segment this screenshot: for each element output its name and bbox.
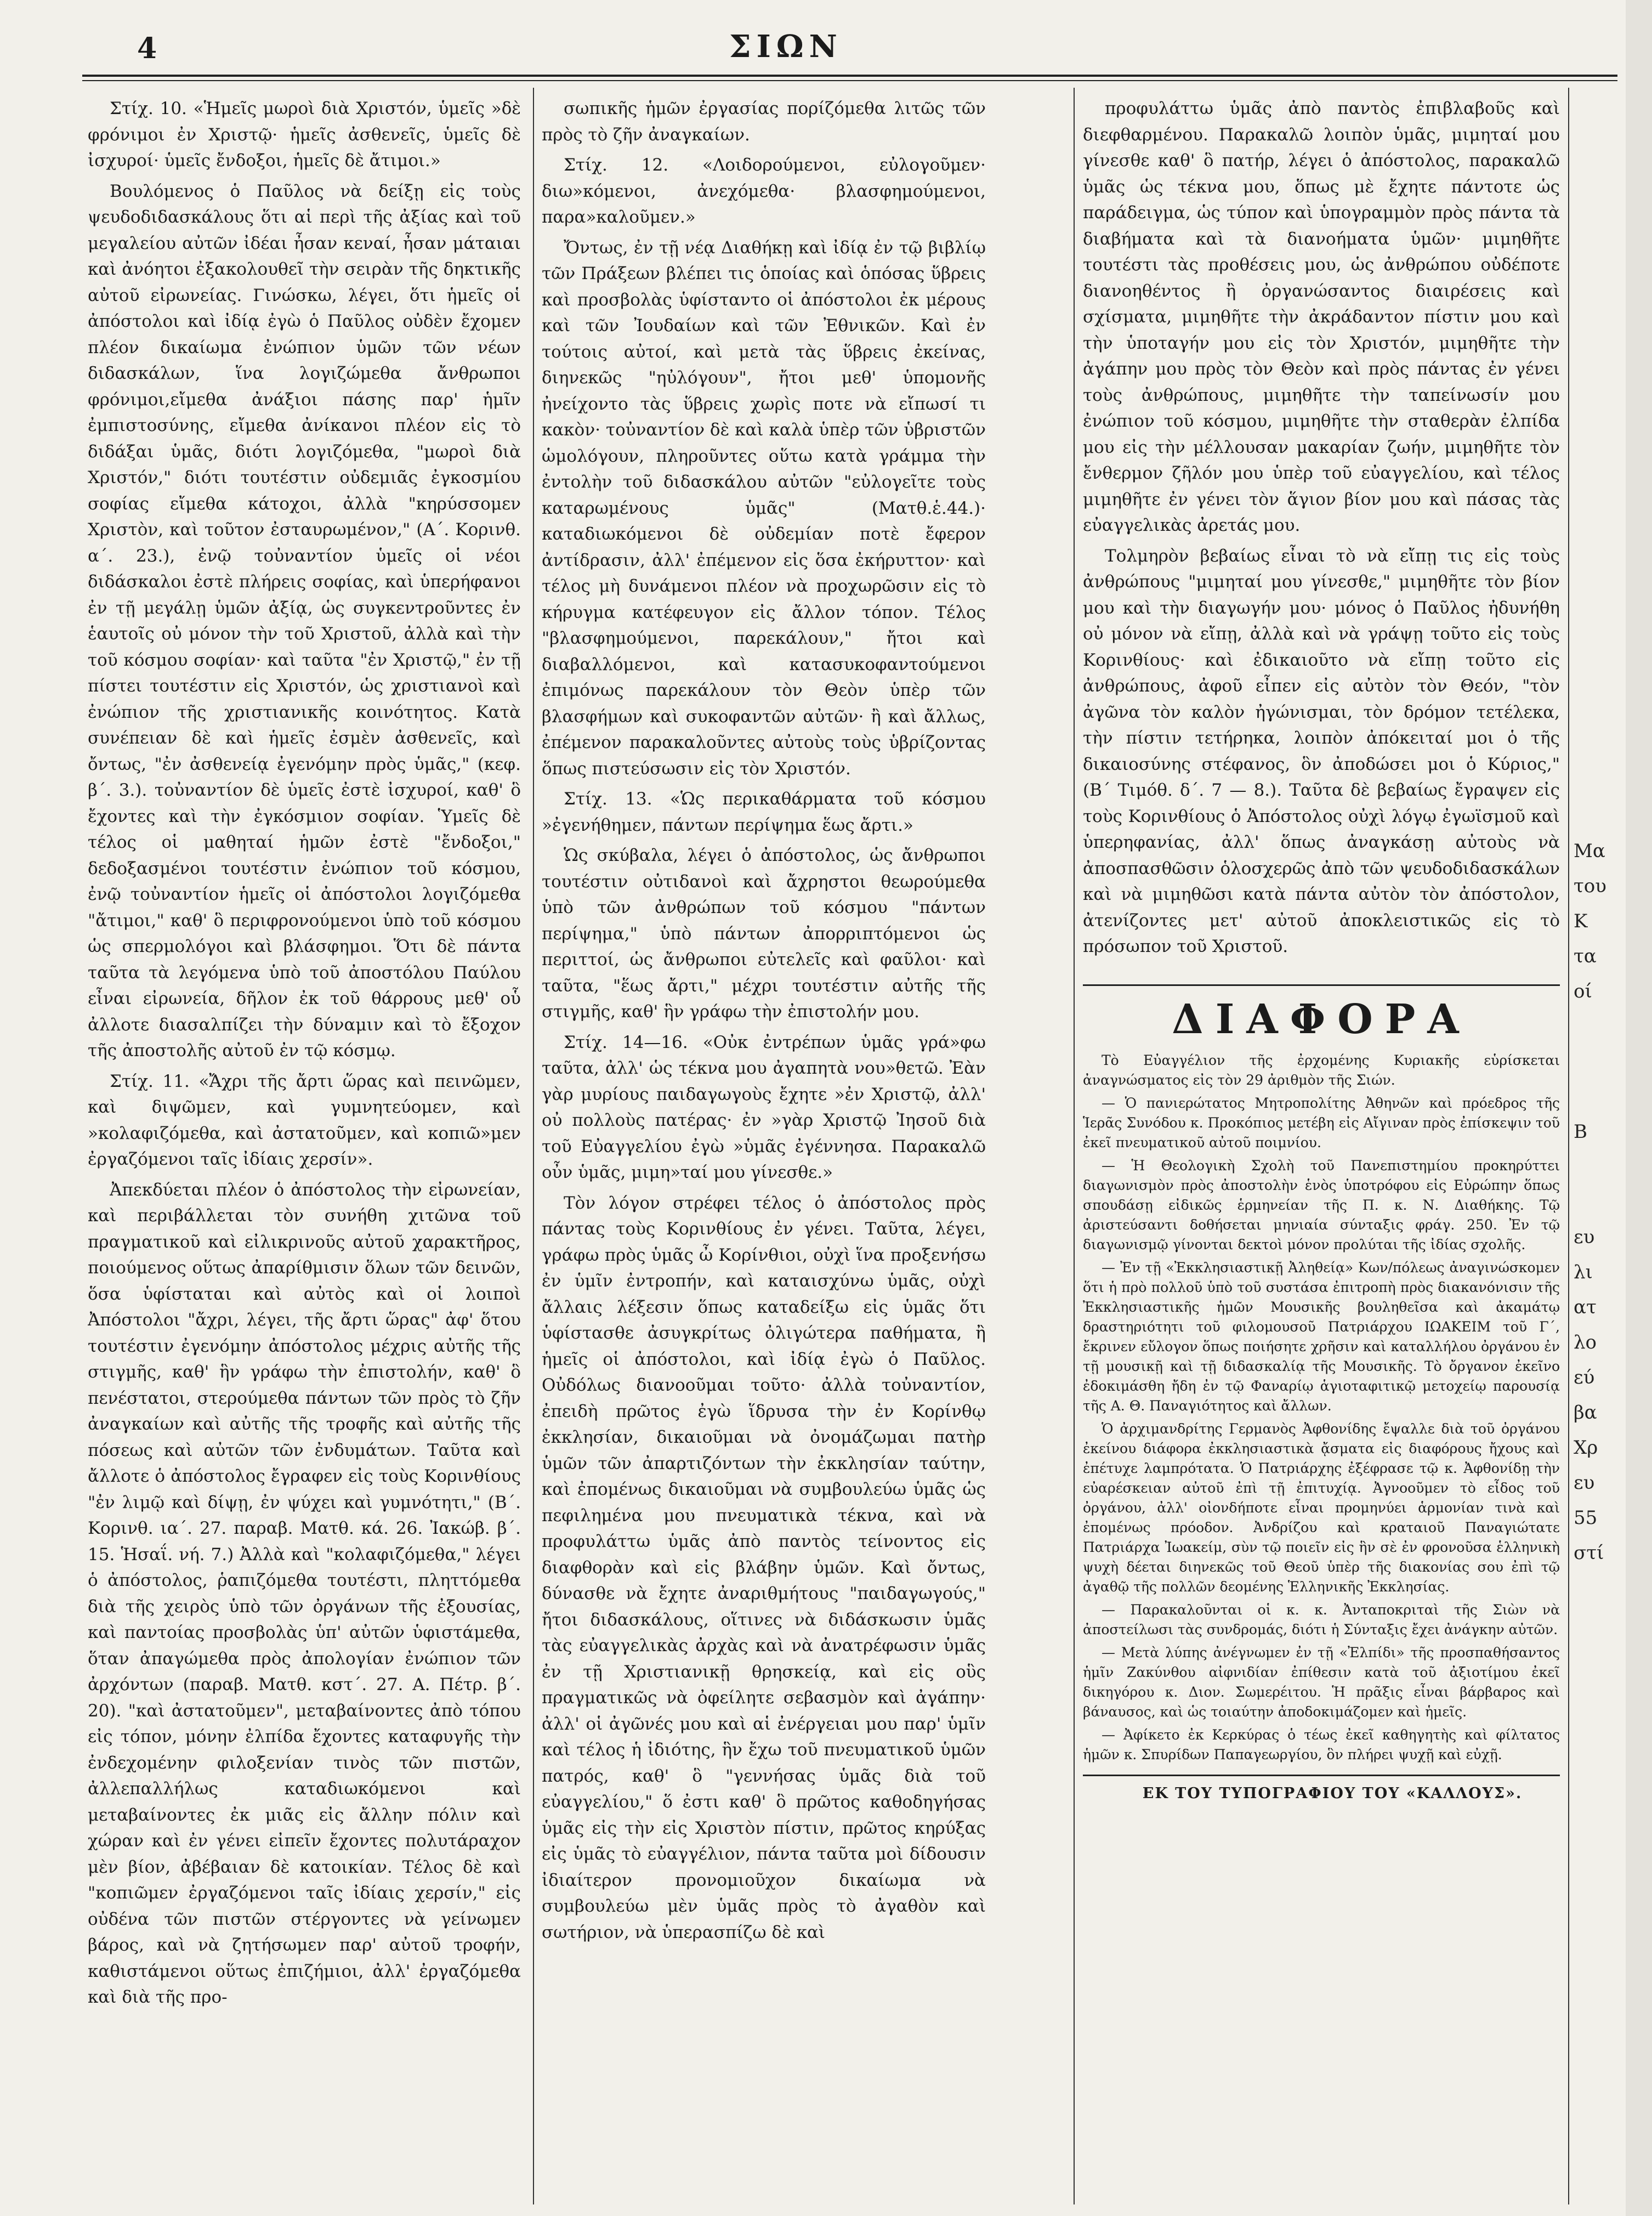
commentary-paragraph: προφυλάττω ὑμᾶς ἀπὸ παντὸς ἐπιβλαβοῦς καὶ διεφθαρμένου. Παρακαλῶ λοιπὸν ὑμᾶς, μιμηταί μου γίνεσθε καθ' ὃ πατήρ, λέγει ὁ ἀπόστολος, παρακαλῶ ὑμᾶς ὡς τέκνα μου, ὅπως μὲ ἔχητε πάντοτε ὡς παράδειγμα, ὡς τύπον καὶ ὑπογραμμὸν πρὸς πάντα τὰ διαβήματα καὶ τὰ διανοήματα ὑμῶν· μιμηθῆτε τουτέστι τὰς προθέσεις μου, ὡς ἀνθρώπου οὐδέποτε διανοηθέντος ἢ ὀργανώσαντος διαιρέσεις καὶ σχίσματα, μιμηθῆτε τὴν ἀκράδαντον πίστιν μου καὶ τὴν ὑποταγήν μου εἰς τὸν Χριστόν, μιμηθῆτε τὴν ἀγάπην μου πρὸς τὸν Θεὸν καὶ πρὸς πάντας ἐν γένει τοὺς ἀνθρώπους, μιμηθῆτε τὴν ταπείνωσίν μου ἐνώπιον τοῦ κόσμου, μιμηθῆτε τὴν σταθερὰν ἐλπίδα μου εἰς τὴν μέλλουσαν μακαρίαν ζωήν, μιμηθῆτε τὸν ἔνθερμον ζῆλόν μου ὑπὲρ τοῦ εὐαγγελίου, καὶ τέλος μιμηθῆτε ἐν γένει τὸν ἅγιον βίον μου καὶ πάσας τὰς εὐαγγελικὰς ἀρετάς μου. [1083, 99, 1560, 535]
column-divider [1568, 88, 1569, 2204]
fragment-text: οί [1574, 981, 1592, 1002]
news-item: — Ὁ πανιερώτατος Μητροπολίτης Ἀθηνῶν καὶ πρόεδρος τῆς Ἱερᾶς Συνόδου κ. Προκόπιος μετέβη εἰς Αἴγιναν πρὸς ἐπίσκεψιν τοῦ ἐκεῖ πνευματικοῦ αὐτοῦ ποιμνίου. [1083, 1095, 1560, 1150]
section-rule [1083, 984, 1560, 986]
verse-heading: Στίχ. 13. «Ὡς περικαθάρματα τοῦ κόσμου »ἐγενήθημεν, πάντων περίψημα ἕως ἄρτι.» [542, 789, 986, 835]
footer-rule [1083, 1775, 1560, 1776]
fragment-text: λο [1574, 1331, 1597, 1353]
fragment-text: βα [1574, 1402, 1597, 1424]
column-divider [533, 88, 534, 2204]
commentary-paragraph: Ὄντως, ἐν τῇ νέᾳ Διαθήκῃ καὶ ἰδίᾳ ἐν τῷ βιβλίῳ τῶν Πράξεων βλέπει τις ὁποίας καὶ ὁπόσας ὕβρεις καὶ προσβολὰς ὑφίσταντο οἱ ἀπόστολοι ἐκ μέρους καὶ τῶν Ἰουδαίων καὶ τῶν Ἐθνικῶν. Καὶ ἐν τούτοις αὐτοί, καὶ μετὰ τὰς ὕβρεις ἐκείνας, διηνεκῶς "ηὐλόγουν", ἤτοι μεθ' ὑπομονῆς ἠνείχοντο τὰς ὕβρεις χωρὶς ποτε νὰ εἴπωσί τι κακὸν· τοὐναντίον δὲ καὶ καλὰ ὑπὲρ τῶν ὑβριστῶν ὡμολόγουν, πληροῦντες οὕτω κατὰ γράμμα τὴν ἐντολὴν τοῦ διδασκάλου αὐτῶν "εὐλογεῖτε τοὺς καταρωμένους ὑμᾶς" (Ματθ.ἑ.44.)· καταδιωκόμενοι δὲ οὐδεμίαν ποτὲ ἔφερον ἀντίδρασιν, ἀλλ' ἐπέμενον εἰς ὅσα ἐκήρυττον· καὶ τέλος μὴ δυνάμενοι πλέον νὰ προχωρῶσιν εἰς τὸ κήρυγμα κατέφευγον εἰς ἄλλον τόπον. Τέλος "βλασφημούμενοι, παρεκάλουν," ἤτοι καὶ διαβαλλόμενοι, καὶ κατασυκοφαντούμενοι ἐπιμόνως παρεκάλουν τὸν Θεὸν ὑπὲρ τῶν βλασφήμων καὶ συκοφαντῶν αὐτῶν· ἢ καὶ ἄλλως, ἐπέμενον παρακαλοῦντες αὐτοὺς τοὺς ὑβρίζοντας ὅπως πιστεύσωσιν εἰς τὸν Χριστόν. [542, 237, 986, 779]
header-rule-thin [82, 80, 1617, 81]
column-divider [1074, 88, 1075, 2204]
commentary-paragraph: Τὸν λόγον στρέφει τέλος ὁ ἀπόστολος πρὸς πάντας τοὺς Κορινθίους ἐν γένει. Ταῦτα, λέγει, γράφω πρὸς ὑμᾶς ὦ Κορίνθιοι, οὐχὶ ἵνα προξενήσω ἐν ὑμῖν ἐντροπήν, καὶ καταισχύνω ὑμᾶς, οὐχὶ ἄλλαις λέξεσιν ὅπως καταδείξω εἰς ὑμᾶς ὅτι ὑφίστασθε ἀσυγκρίτως ὀλιγώτερα παθήματα, ἢ ἡμεῖς οἱ ἀπόστολοι, καὶ ἰδίᾳ ἐγὼ ὁ Παῦλος. Οὐδόλως διανοοῦμαι τοῦτο· ἀλλὰ τοὐναντίον, ἐπειδὴ πρῶτος ἐγὼ ἵδρυσα τὴν ἐν Κορίνθῳ ἐκκλησίαν, δικαιοῦμαι νὰ ὀνομάζωμαι πατὴρ ὑμῶν τῶν ἀπαρτιζόντων τὴν ἐκκλησίαν ταύτην, καὶ ἐπομένως δικαιοῦμαι νὰ συμβουλεύω ὑμᾶς ὡς πεφιλημένα μου πνευματικὰ τέκνα, καὶ νὰ προφυλάττω ὑμᾶς ἀπὸ παντὸς τείνοντος εἰς διαφθορὰν καὶ εἰς βλάβην ὑμῶν. Καὶ ὄντως, δύνασθε νὰ ἔχητε ἀναριθμήτους "παιδαγωγούς," ἤτοι διδασκάλους, οἵτινες νὰ διδάσκωσιν ὑμᾶς τὰς εὐαγγελικὰς ἀρχὰς καὶ νὰ ἀνατρέφωσιν ὑμᾶς ἐν τῇ Χριστιανικῇ θρησκείᾳ, καὶ εἰς οὓς πραγματικῶς νὰ ὀφείλητε σεβασμὸν καὶ ἀγάπην· ἀλλ' οἱ ἀγῶνές μου καὶ αἱ ἐνέργειαι μου παρ' ὑμῖν καὶ τέλος ἡ ἰδιότης, ἣν ἔχω τοῦ πνευματικοῦ ὑμῶν πατρός, καθ' ὃ "γεννήσας ὑμᾶς διὰ τοῦ εὐαγγελίου," ὅ ἐστι καθ' ὃ πρῶτος καθοδηγήσας ὑμᾶς εἰς τὴν εἰς Χριστὸν πίστιν, πρῶτος κηρύξας εἰς ὑμᾶς τὸ εὐαγγέλιον, πάντα ταῦτα μοὶ δίδουσιν ἰδιαίτερον προνομιοῦχον δικαίωμα νὰ συμβουλεύω μὲν ὑμᾶς πρὸς τὸ ἀγαθὸν καὶ σωτήριον, νὰ ὑπερασπίζω δὲ καὶ [542, 1193, 986, 1942]
fragment-text [1574, 1149, 1626, 1184]
news-items [1083, 1051, 1560, 1765]
column-2 [542, 96, 986, 2185]
news-item: — Ἡ Θεολογικὴ Σχολὴ τοῦ Πανεπιστημίου προκηρύττει διαγωνισμὸν πρὸς ἀποστολὴν ἑνὸς ὑποτρόφου εἰς Εὐρώπην ὅπως σπουδάσῃ εἰδικῶς ἑρμηνείαν τῆς Π. κ. Ν. Διαθήκης. Τῷ ἀριστεύσαντι δοθήσεται μηνιαία σύνταξις φράγ. 250. Ἐν τῷ διαγωνισμῷ γίνονται δεκτοὶ μόνον προλύται τῆς ἰδίας σχολῆς. [1083, 1157, 1560, 1252]
news-item: Τὸ Εὐαγγέλιον τῆς ἐρχομένης Κυριακῆς εὑρίσκεται ἀναγνώσματος εἰς τὸν 29 ἀριθμὸν τῆς Σιών. [1083, 1052, 1560, 1088]
fragment-text [1574, 1184, 1626, 1220]
fragment-text: Κ [1574, 910, 1588, 932]
page-number: 4 [137, 32, 157, 65]
fragment-text: τα [1574, 945, 1597, 967]
commentary-paragraph: Βουλόμενος ὁ Παῦλος νὰ δείξῃ εἰς τοὺς ψευδοδιδασκάλους ὅτι αἱ περὶ τῆς ἀξίας καὶ τοῦ μεγαλείου αὐτῶν ἰδέαι ἦσαν κεναί, ἦσαν μάταιαι καὶ ἀνόητοι ἐξακολουθεῖ τὴν σειρὰν τῆς δηκτικῆς αὐτοῦ εἰρωνείας. Γινώσκω, λέγει, ὅτι ἡμεῖς οἱ ἀπόστολοι καὶ ἰδίᾳ ἐγὼ ὁ Παῦλος οὐδὲν ἔχομεν πλέον δικαίωμα ἐνώπιον ὑμῶν τῶν νέων διδασκάλων, ἵνα λογιζώμεθα ἄνθρωποι φρόνιμοι,εἴμεθα ἀνάξιοι πάσης παρ' ἡμῖν ἐμπιστοσύνης, εἴμεθα ἀνίκανοι πλέον εἰς τὸ διδάξαι ὑμᾶς, διότι λογιζόμεθα, "μωροὶ διὰ Χριστόν," διότι τουτέστιν οὐδεμιᾶς ἐγκοσμίου σοφίας εἴμεθα κάτοχοι, ἀλλὰ "κηρύσσομεν Χριστὸν, καὶ τοῦτον ἐσταυρωμένον," (Α΄. Κορινθ. α΄. 23.), ἐνῷ τοὐναντίον ὑμεῖς οἱ νέοι διδάσκαλοι ἐστὲ πλήρεις σοφίας, καὶ ὑπερήφανοι ἐν τῇ μεγάλῃ ὑμῶν ἀξίᾳ, ὡς συγκεντροῦντες ἐν ἑαυτοῖς οὐ μόνον τὴν τοῦ Χριστοῦ, ἀλλὰ καὶ τὴν τοῦ κόσμου σοφίαν· καὶ ταῦτα "ἐν Χριστῷ," ἐν τῇ πίστει τουτέστιν εἰς Χριστόν, ὡς χριστιανοὶ καὶ ἐνώπιον τῆς χριστιανικῆς κοινότητος. Κατὰ συνέπειαν δὲ καὶ ἡμεῖς ἐσμὲν ἀσθενεῖς, καὶ ὄντως, "ἐν ἀσθενείᾳ ἐγενόμην πρὸς ὑμᾶς," (κεφ. β΄. 3.). τοὐναντίον δὲ ὑμεῖς ἐστὲ ἰσχυροί, καθ' ὃ ἔχοντες καὶ τὴν ἐγκόσμιον σοφίαν. Ὑμεῖς δὲ τέλος οἱ μαθηταί ἡμῶν ἐστὲ "ἔνδοξοι," δεδοξασμένοι τουτέστιν ἐνώπιον τοῦ κόσμου, ἐνῷ τοὐναντίον ἡμεῖς οἱ ἀπόστολοι λογιζόμεθα "ἄτιμοι," καθ' ὃ περιφρονούμενοι ὑπὸ τοῦ κόσμου ὡς σπερμολόγοι καὶ βλάσφημοι. Ὅτι δὲ πάντα ταῦτα τὰ λεγόμενα ὑπὸ τοῦ ἀποστόλου Παύλου εἶναι εἰρωνεία, δῆλον ἐκ τοῦ θάρρους μεθ' οὗ ἀλλοτε διασαλπίζει τὴν δύναμιν καὶ τὸ ἔξοχον τῆς ἀποστολῆς αὐτοῦ ἐν τῷ κόσμῳ. [88, 181, 521, 1061]
fragment-text: ευ [1574, 1472, 1595, 1494]
fragment-text: εύ [1574, 1367, 1595, 1388]
news-item: Ὁ ἀρχιμανδρίτης Γερμανὸς Ἀφθονίδης ἔψαλλε διὰ τοῦ ὀργάνου ἐκείνου διάφορα ἐκκλησιαστικὰ ᾄσματα εἰς διαφόρους ἤχους καὶ ἐπέτυχε λαμπρότατα. Ὁ Πατριάρχης ἐξέφρασε τῷ κ. Ἀφθονίδῃ τὴν εὐαρέσκειαν αὐτοῦ ἐπὶ τῇ ἐπιτυχίᾳ. Ἀγνοοῦμεν τὸ εἶδος τοῦ ὀργάνου, ἀλλ' οἰονδήποτε εἶναι προμηνύει ἁρμονίαν τινὰ καὶ ἐπομένως πρόοδον. Ἀνδρίζου καὶ κραταιοῦ Παναγιώτατε Πατριάρχα Ἰωακείμ, σὺν τῷ ποιεῖν εἰς ἣν σὲ ἐν φρονοῦσα ἑλληνικὴ ψυχὴ δέεται διηνεκῶς τοῦ Θεοῦ ὑπὲρ τῆς διακονίας σου ἐπὶ τῷ ἀγαθῷ τῆς πολλῶν δεομένης Ἑλληνικῆς Ἐκκλησίας. [1083, 1420, 1560, 1595]
commentary-paragraph: Ἀπεκδύεται πλέον ὁ ἀπόστολος τὴν εἰρωνείαν, καὶ περιβάλλεται τὸν συνήθη χιτῶνα τοῦ πραγματικοῦ καὶ εἰλικρινοῦς αὐτοῦ χαρακτῆρος, ποιούμενος οὕτως ἀπαρίθμισιν ὅλων τῶν δεινῶν, ὅσα ὑφίσταται καὶ αὐτὸς καὶ οἱ λοιποὶ Ἀπόστολοι "ἄχρι, λέγει, τῆς ἄρτι ὥρας" ἀφ' ὅτου τουτέστιν ἐγενόμην ἀπόστολος μέχρις αὐτῆς τῆς στιγμῆς, καθ' ἣν γράφω τὴν ἐπιστολήν, καθ' ὃ πενέστατοι, στερούμεθα πάντων τῶν πρὸς τὸ ζῆν ἀναγκαίων καὶ αὐτῆς τῆς τροφῆς καὶ αὐτῆς τῆς πόσεως καὶ αὐτῶν τῶν ἐνδυμάτων. Ταῦτα καὶ ἄλλοτε ὁ ἀπόστολος ἔγραφεν εἰς τοὺς Κορινθίους "ἐν λιμῷ καὶ δίψῃ, ἐν ψύχει καὶ γυμνότητι," (Β΄. Κορινθ. ια΄. 27. παραβ. Ματθ. κά. 26. Ἰακώβ. β΄. 15. Ἡσαΐ. νή. 7.) Ἀλλὰ καὶ "κολαφιζόμεθα," λέγει ὁ ἀπόστολος, ῥαπιζόμεθα τουτέστι, πληττόμεθα διὰ τῆς χειρὸς ὑπὸ τῶν ὀργάνων τῆς ἐξουσίας, καὶ παντοίας προσβολὰς ὑπ' αὐτῶν ὑφιστάμεθα, ὅταν ἀπαγώμεθα πρὸς ἀπολογίαν ἐνώπιον τῶν ἀρχόντων (παραβ. Ματθ. κστ΄. 27. Α. Πέτρ. β΄. 20). "καὶ ἀστατοῦμεν", μεταβαίνοντες ἀπὸ τόπου εἰς τόπον, μόνην ἐλπίδα ἔχοντες καταφυγῆς τὴν ἐνδεχομένην φιλοξενίαν τινὸς τῶν πιστῶν, ἀλλεπαλλήλως καταδιωκόμενοι καὶ μεταβαίνοντες ἐκ μιᾶς εἰς ἄλλην πόλιν καὶ χώραν καὶ ἐν γένει εἰπεῖν ἔχοντες πολυτάραχον μὲν βίον, ἀβέβαιαν δὲ κατοικίαν. Τέλος δὲ καὶ "κοπιῶμεν ἐργαζόμενοι ταῖς ἰδίαις χερσίν," εἰς οὐδένα τῶν πιστῶν στέργοντες νὰ γείνωμεν βάρος, καὶ νὰ ζητήσωμεν παρ' αὐτοῦ τροφήν, καθιστάμενοι οὕτως ἐπιζήμιοι, ἀλλ' ἐργαζόμεθα καὶ διὰ τῆς προ- [88, 1180, 521, 2007]
fragment-text [1574, 1044, 1626, 1079]
verse-heading: Στίχ. 11. «Ἄχρι τῆς ἄρτι ὥρας καὶ πεινῶμεν, καὶ διψῶμεν, καὶ γυμνητεύομεν, καὶ »κολαφιζόμεθα, καὶ ἀστατοῦμεν, καὶ κοπιῶ»μεν ἐργαζόμενοι ταῖς ἰδίαις χερσίν». [88, 1071, 521, 1169]
fragment-text: 55 [1574, 1507, 1598, 1529]
fragment-text: Β [1574, 1121, 1587, 1143]
fragment-text: Μα [1574, 840, 1605, 862]
news-item: — Ἀφίκετο ἐκ Κερκύρας ὁ τέως ἐκεῖ καθηγητὴς καὶ φίλτατος ἡμῶν κ. Σπυρίδων Παπαγεωργίου, ὃν πλήρει ψυχῇ καὶ εὐχῇ. [1083, 1726, 1560, 1762]
fragment-text: στί [1574, 1542, 1604, 1564]
news-item: — Μετὰ λύπης ἀνέγνωμεν ἐν τῇ «Ἐλπίδι» τῆς προσπαθήσαντος ἡμῖν Ζακύνθου αἰφνιδίαν ἐπίθεσιν κατὰ τοῦ ἀξιοτίμου ἐκεῖ δικηγόρου κ. Διον. Σωμερέιτου. Ἡ πρᾶξις εἶναι βάρβαρος καὶ βάναυσος, καὶ ὡς τοιαύτην ἀποδοκιμάζομεν καὶ ἡμεῖς. [1083, 1644, 1560, 1720]
header-rule [82, 75, 1617, 77]
column-3 [1083, 96, 1560, 2185]
fragment-text: ευ [1574, 1226, 1595, 1248]
fragment-text: λι [1574, 1261, 1593, 1283]
verse-heading: Στίχ. 10. «Ἡμεῖς μωροὶ διὰ Χριστόν, ὑμεῖς »δὲ φρόνιμοι ἐν Χριστῷ· ἡμεῖς ἀσθενεῖς, ὑμεῖς δὲ ἰσχυροί· ὑμεῖς ἔνδοξοι, ἡμεῖς δὲ ἄτιμοι.» [88, 99, 521, 171]
fragment-text: Χρ [1574, 1437, 1598, 1459]
commentary-paragraph: Τολμηρὸν βεβαίως εἶναι τὸ νὰ εἴπῃ τις εἰς τοὺς ἀνθρώπους "μιμηταί μου γίνεσθε," μιμηθῆτε τὸν βίον μου καὶ τὴν διαγωγήν μου· μόνος ὁ Παῦλος ἠδυνήθη οὐ μόνον νὰ εἴπῃ, ἀλλὰ καὶ νὰ γράψῃ τοῦτο εἰς τοὺς Κορινθίους· καὶ ἐδικαιοῦτο νὰ εἴπῃ τοῦτο εἰς ἀνθρώπους, ἀφοῦ εἶπεν εἰς αὐτὸν τὸν Θεόν, "τὸν ἀγῶνα τὸν καλὸν ἠγώνισμαι, τὸν δρόμον τετέλεκα, τὴν πίστιν τετήρηκα, λοιπὸν ἀπόκειταί μοι ὁ τῆς δικαιοσύνης στέφανος, ὃν ἀποδώσει μοι ὁ Κύριος," (Β΄ Τιμόθ. δ΄. 7 — 8.). Ταῦτα δὲ βεβαίως ἔγραψεν εἰς τοὺς Κορινθίους ὁ Ἀπόστολος οὐχὶ λόγῳ ἐγωϊσμοῦ καὶ ὑπερηφανίας, ἀλλ' ὅπως ἀναγκάσῃ αὐτοὺς νὰ ἀποσπασθῶσιν ὁλοσχερῶς ἀπὸ τῶν ψευδοδιδασκάλων καὶ νὰ μιμηθῶσι κατὰ πάντα αὐτὸν τὸν ἀπόστολον, ἀτενίζοντες μετ' αὐτοῦ ἀποκλειστικῶς εἰς τὸ πρόσωπον τοῦ Χριστοῦ. [1083, 546, 1560, 956]
news-item: — Παρακαλοῦνται οἱ κ. κ. Ἀνταποκριταὶ τῆς Σιὼν νὰ ἀποστείλωσι τὰς συνδρομάς, διότι ἡ Σύνταξις ἔχει ἀνάγκην αὐτῶν. [1083, 1601, 1560, 1637]
commentary-paragraph: σωπικῆς ἡμῶν ἐργασίας πορίζόμεθα λιτῶς τῶν πρὸς τὸ ζῆν ἀναγκαίων. [542, 99, 986, 145]
masthead: ΣΙΩΝ [729, 29, 843, 65]
fragment-text [1574, 1009, 1626, 1044]
fragment-text: του [1574, 875, 1606, 897]
printer-imprint: ΕΚ ΤΟΥ ΤΥΠΟΓΡΑΦΙΟΥ ΤΟΥ «ΚΑΛΛΟΥΣ». [1142, 1784, 1523, 1802]
commentary-paragraph: Ὡς σκύβαλα, λέγει ὁ ἀπόστολος, ὡς ἄνθρωποι τουτέστιν οὐτιδανοὶ καὶ ἄχρηστοι θεωρούμεθα ὑπὸ τῶν ἀνθρώπων τοῦ κόσμου "πάντων περίψημα," ὑπὸ πάντων ἀπορριπτόμενοι ὡς περιττοί, ὡς ἄνθρωποι εὐτελεῖς καὶ φαῦλοι· καὶ ταῦτα, "ἕως ἄρτι," μέχρι τουτέστιν αὐτῆς τῆς στιγμῆς, καθ' ἣν γράφω τὴν ἐπιστολήν μου. [542, 846, 986, 1022]
adjacent-page-fragment [1574, 834, 1626, 2040]
fragment-text [1574, 1079, 1626, 1114]
verse-heading: Στίχ. 12. «Λοιδορούμενοι, εὐλογοῦμεν· διω»κόμενοι, ἀνεχόμεθα· βλασφημούμενοι, παρα»καλοῦμεν.» [542, 155, 986, 227]
fragment-text: ατ [1574, 1296, 1597, 1318]
section-title: ΔΙΑΦΟΡΑ [1172, 995, 1471, 1043]
column-1 [88, 96, 521, 2185]
verse-heading: Στίχ. 14—16. «Οὐκ ἐντρέπων ὑμᾶς γρά»φω ταῦτα, ἀλλ' ὡς τέκνα μου ἀγαπητὰ νου»θετῶ. Ἐὰν γὰρ μυρίους παιδαγωγοὺς ἔχητε »ἐν Χριστῷ, ἀλλ' οὐ πολλοὺς πατέρας· ἐν »γὰρ Χριστῷ Ἰησοῦ διὰ τοῦ Εὐαγγελίου ἐγὼ »ὑμᾶς ἐγέννησα. Παρακαλῶ οὖν ὑμᾶς, μιμη»ταί μου γίνεσθε.» [542, 1032, 986, 1182]
news-item: — Ἐν τῇ «Ἐκκλησιαστικῇ Ἀληθείᾳ» Κων/πόλεως ἀναγινώσκομεν ὅτι ἡ πρὸ πολλοῦ ὑπὸ τοῦ συστάσα ἐπιτροπὴ πρὸς διακανόνισιν τῆς Ἐκκλησιαστικῆς ἡμῶν Μουσικῆς βουληθεῖσα καὶ ἀκαμάτῳ δραστηριότητι τοῦ φιλομουσοῦ Πατριάρχου ΙΩΑΚΕΙΜ τοῦ Γ΄, ἔκρινεν εὔλογον ὅπως ποιήσητε χρῆσιν καὶ καταλλήλου ὀργάνου ἐν τῇ μουσικῇ καὶ τῇ διδασκαλίᾳ τῆς Μουσικῆς. Τὸ ὄργανον ἐκεῖνο ἐδοκιμάσθη ἤδη ἐν τῷ Φαναρίῳ ἁγιοταφιτικῷ μετοχείῳ παρουσίᾳ τῆς Α. Θ. Παναγιότητος καὶ ἄλλων. [1083, 1259, 1560, 1414]
